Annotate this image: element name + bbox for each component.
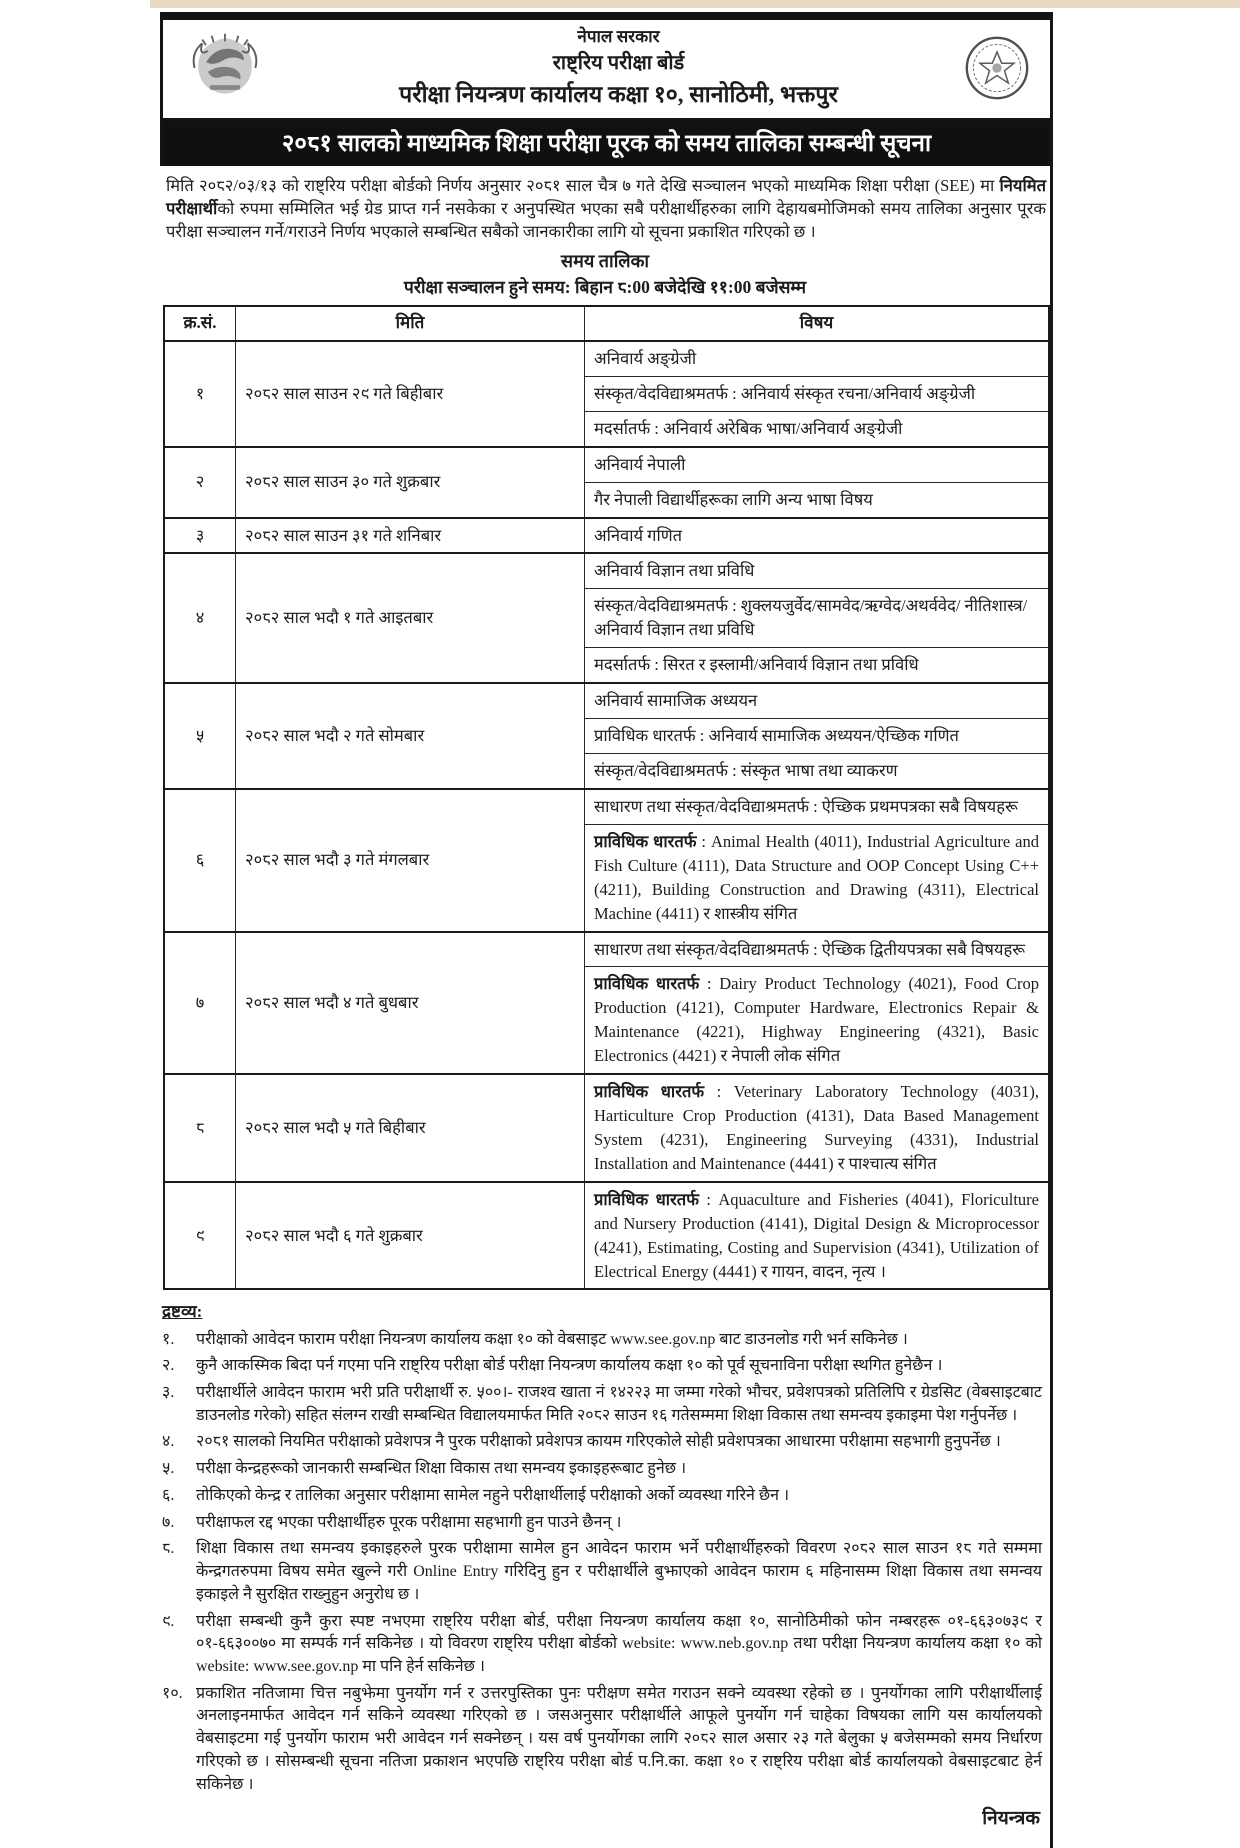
subject-cell: मदर्सातर्फ : सिरत र इस्लामी/अनिवार्य विज्ञान तथा प्रविधि (585, 648, 1050, 683)
subject-cell: संस्कृत/वेदविद्याश्रमतर्फ : शुक्लयजुर्वेद/सामवेद/ऋग्वेद/अथर्ववेद/ नीतिशास्त्र/अनिवार्य विज्ञान तथा प्रविधि (585, 589, 1050, 648)
note-text: परीक्षा केन्द्रहरूको जानकारी सम्बन्धित शिक्षा विकास तथा समन्वय इकाइहरूबाट हुनेछ । (196, 1460, 687, 1478)
note-text: २०८१ सालको नियमित परीक्षाको प्रवेशपत्र नै पुरक परीक्षाको प्रवेशपत्र कायम गरिएकोले सोही प्रवेशपत्रका आधारमा परीक्षामा सहभागी हुनुपर्नेछ । (196, 1433, 1001, 1451)
serial-cell: ३ (164, 518, 236, 554)
serial-cell: २ (164, 447, 236, 518)
subject-cell: अनिवार्य नेपाली (585, 447, 1050, 482)
note-number: ४. (162, 1433, 175, 1451)
date-cell: २०८२ साल साउन ३१ गते शनिबार (236, 518, 585, 554)
table-row (164, 1182, 1049, 1290)
nepal-coat-of-arms-icon (177, 30, 273, 106)
table-row (164, 447, 1049, 482)
subject-cell: संस्कृत/वेदविद्याश्रमतर्फ : अनिवार्य संस्कृत रचना/अनिवार्य अङ्ग्रेजी (585, 376, 1050, 411)
note-item (162, 1611, 1048, 1679)
note-number: २. (162, 1357, 175, 1375)
controller-signature: नियन्त्रक (982, 1808, 1040, 1830)
col-date: मिति (236, 306, 585, 341)
intro-after: को रुपमा सम्मिलित भई ग्रेड प्राप्त गर्न नसकेका र अनुपस्थित भएका सबै परीक्षार्थीहरुका लागि देहायबमोजिमको समय तालिका अनुसार पूरक परीक्षा सञ्चालन गर्ने/गराउने निर्णय भएकाले सम्बन्धित सबैको जानकारीका लागि यो सूचना प्रकाशित गरिएको छ । (166, 199, 1046, 242)
letterhead (160, 12, 1050, 121)
subject-cell: प्राविधिक धारतर्फ : Aquaculture and Fisheries (4041), Floriculture and Nursery Production (4141), Digital Design & Microprocessor (4241), Estimating, Costing and Supervision (4341), Utilization of Electrical Energy (4441) र गायन, वादन, नृत्य । (585, 1182, 1050, 1290)
schedule-subtitle: परीक्षा सञ्चालन हुने समय: बिहान ८:00 बजेदेखि ११:00 बजेसम्म (403, 277, 807, 298)
note-item (162, 1538, 1048, 1606)
note-number: ७. (162, 1513, 175, 1531)
note-number: ९. (162, 1612, 175, 1630)
subject-cell: गैर नेपाली विद्यार्थीहरूका लागि अन्य भाषा विषय (585, 482, 1050, 517)
note-text: कुनै आकस्मिक बिदा पर्न गएमा पनि राष्ट्रिय परीक्षा बोर्ड परीक्षा नियन्त्रण कार्यालय कक्षा १० को पूर्व सूचनाविना परीक्षा स्थगित हुनेछैन । (196, 1357, 943, 1375)
office-name: परीक्षा नियन्त्रण कार्यालय कक्षा १०, सानोठिमी, भक्तपुर (399, 82, 838, 108)
subject-cell: अनिवार्य अङ्ग्रेजी (585, 341, 1050, 376)
serial-cell: ६ (164, 789, 236, 932)
note-text: परीक्षाफल रद्द भएका परीक्षार्थीहरु पूरक परीक्षामा सहभागी हुन पाउने छैनन् । (196, 1513, 622, 1531)
serial-cell: ४ (164, 553, 236, 683)
table-row (164, 553, 1049, 588)
note-item (162, 1431, 1048, 1454)
date-cell: २०८२ साल भदौ ६ गते शुक्रबार (236, 1182, 585, 1290)
subject-cell: अनिवार्य गणित (585, 518, 1050, 554)
notes-heading: द्रष्टव्य: (162, 1302, 203, 1322)
letterhead-text (273, 26, 964, 110)
table-row (164, 683, 1049, 718)
note-item (162, 1512, 1048, 1535)
intro-bold: नियमित परीक्षार्थी (166, 175, 1046, 219)
note-number: १. (162, 1330, 175, 1348)
notice-document (160, 12, 1053, 1848)
date-cell: २०८२ साल भदौ २ गते सोमबार (236, 683, 585, 789)
note-number: ५. (162, 1460, 175, 1478)
government-name: नेपाल सरकार (577, 27, 660, 46)
note-number: १०. (162, 1684, 183, 1702)
note-number: ३. (162, 1384, 175, 1402)
col-serial: क्र.सं. (164, 306, 236, 341)
table-row (164, 341, 1049, 376)
note-text: शिक्षा विकास तथा समन्वय इकाइहरुले पुरक परीक्षामा सामेल हुन आवेदन फाराम भर्ने परीक्षार्थीहरुको विवरण २०८२ साल साउन १८ गते सम्ममा केन्द्रगतरुपमा विषय समेत खुल्ने गरी Online Entry गरिदिनु हुन र परीक्षार्थीले बुझाएको आवेदन फाराम ६ महिनासम्म शिक्षा विकास तथा समन्वय इकाइले नै सुरक्षित राख्नुहुन अनुरोध छ । (196, 1540, 1042, 1603)
note-text: परीक्षाको आवेदन फाराम परीक्षा नियन्त्रण कार्यालय कक्षा १० को वेबसाइट www.see.gov.np बाट डाउनलोड गरी भर्न सकिनेछ । (196, 1330, 908, 1348)
board-name: राष्ट्रिय परीक्षा बोर्ड (552, 52, 685, 75)
date-cell: २०८२ साल भदौ ३ गते मंगलबार (236, 789, 585, 932)
note-item (162, 1329, 1048, 1352)
subject-cell: अनिवार्य सामाजिक अध्ययन (585, 683, 1050, 718)
note-item (162, 1458, 1048, 1481)
scan-edge-strip (150, 0, 1240, 8)
subject-cell: साधारण तथा संस्कृत/वेदविद्याश्रमतर्फ : ऐच्छिक द्वितीयपत्रका सबै विषयहरू (585, 932, 1050, 967)
serial-cell: ७ (164, 932, 236, 1075)
note-item (162, 1382, 1048, 1427)
note-item (162, 1355, 1048, 1378)
note-number: ६. (162, 1486, 175, 1504)
col-subject: विषय (585, 306, 1050, 341)
note-text: परीक्षार्थीले आवेदन फाराम भरी प्रति परीक्षार्थी रु. ५००।- राजश्व खाता नं १४२२३ मा जम्मा गरेको भौचर, प्रवेशपत्रको प्रतिलिपि र ग्रेडसिट (वेबसाइटबाट डाउनलोड गरेको) सहित संलग्न राखी सम्बन्धित विद्यालयमार्फत मिति २०८२ साउन १६ गतेसम्ममा शिक्षा विकास तथा समन्वय इकाइमा पेश गर्नुपर्नेछ । (196, 1384, 1042, 1424)
note-text: परीक्षा सम्बन्धी कुनै कुरा स्पष्ट नभएमा राष्ट्रिय परीक्षा बोर्ड, परीक्षा नियन्त्रण कार्यालय कक्षा १०, सानोठिमीको फोन नम्बरहरू ०१-६६३०७३९ र ०१-६६३००७० मा सम्पर्क गर्न सकिनेछ । यो विवरण राष्ट्रिय परीक्षा बोर्डको website: www.neb.gov.np तथा परीक्षा नियन्त्रण कार्यालय कक्षा १० को website: www.see.gov.np मा पनि हेर्न सकिनेछ । (196, 1612, 1042, 1675)
table-row (164, 518, 1049, 554)
serial-cell: ५ (164, 683, 236, 789)
serial-cell: ८ (164, 1074, 236, 1182)
subject-cell: प्राविधिक धारतर्फ : Dairy Product Technology (4021), Food Crop Production (4121), Computer Hardware, Electronics Repair & Maintenance (4221), Highway Engineering (4321), Basic Electronics (4421) र नेपाली लोक संगित (585, 967, 1050, 1074)
table-row (164, 932, 1049, 967)
notice-title-banner: २०८१ सालको माध्यमिक शिक्षा परीक्षा पूरक को समय तालिका सम्बन्धी सूचना (160, 121, 1050, 166)
note-number: ८. (162, 1540, 175, 1558)
note-item (162, 1683, 1048, 1797)
notes-section (162, 1300, 1048, 1796)
exam-board-seal-icon (964, 35, 1030, 101)
note-item (162, 1485, 1048, 1508)
intro-paragraph (166, 174, 1046, 243)
subject-cell: अनिवार्य विज्ञान तथा प्रविधि (585, 553, 1050, 588)
date-cell: २०८२ साल साउन ३० गते शुक्रबार (236, 447, 585, 518)
date-cell: २०८२ साल भदौ ४ गते बुधबार (236, 932, 585, 1075)
subject-cell: मदर्सातर्फ : अनिवार्य अरेबिक भाषा/अनिवार्य अङ्ग्रेजी (585, 411, 1050, 446)
subject-cell: संस्कृत/वेदविद्याश्रमतर्फ : संस्कृत भाषा तथा व्याकरण (585, 753, 1050, 788)
schedule-table (163, 305, 1050, 1290)
table-header-row (164, 306, 1049, 341)
table-row (164, 789, 1049, 824)
note-text: प्रकाशित नतिजामा चित्त नबुझेमा पुनर्योग गर्न र उत्तरपुस्तिका पुनः परीक्षण समेत गराउन सक्ने व्यवस्था रहेको छ । पुनर्योगका लागि परीक्षार्थीलाई अनलाइनमार्फत आवेदन गर्न सकिने व्यवस्था गरिएको छ । जसअनुसार परीक्षार्थीले आफूले पुनर्योग गर्न चाहेका विषयका लागि यस कार्यालयको वेबसाइटमा गई पुनर्योग फाराम भरी आवेदन गर्न सक्नेछन् । यस वर्ष पुनर्योगका लागि २०८२ साल असार २३ गते बेलुका ५ बजेसम्मको समय निर्धारण गरिएको छ । सोसम्बन्धी सूचना नतिजा प्रकाशन भएपछि राष्ट्रिय परीक्षा बोर्ड प.नि.का. कक्षा १० र राष्ट्रिय परीक्षा बोर्ड कार्यालयको वेबसाइटबाट हेर्न सकिनेछ । (196, 1684, 1042, 1793)
subject-cell: प्राविधिक धारतर्फ : अनिवार्य सामाजिक अध्ययन/ऐच्छिक गणित (585, 719, 1050, 754)
subject-cell: प्राविधिक धारतर्फ : Veterinary Laboratory Technology (4031), Harticulture Crop Production (4131), Data Based Management System (4231), Engineering Surveying (4331), Industrial Installation and Maintenance (4441) र पाश्चात्य संगित (585, 1074, 1050, 1182)
schedule-body (164, 341, 1049, 1290)
subject-cell: साधारण तथा संस्कृत/वेदविद्याश्रमतर्फ : ऐच्छिक प्रथमपत्रका सबै विषयहरू (585, 789, 1050, 824)
note-text: तोकिएको केन्द्र र तालिका अनुसार परीक्षामा सामेल नहुने परीक्षार्थीलाई परीक्षाको अर्को व्यवस्था गरिने छैन । (196, 1486, 790, 1504)
serial-cell: १ (164, 341, 236, 447)
table-row (164, 1074, 1049, 1182)
date-cell: २०८२ साल भदौ ५ गते बिहीबार (236, 1074, 585, 1182)
schedule-title: समय तालिका (560, 251, 650, 272)
intro-before: मिति २०८२/०३/१३ को राष्ट्रिय परीक्षा बोर्डको निर्णय अनुसार २०८१ साल चैत्र ७ गते देखि सञ्चालन भएको माध्यमिक शिक्षा परीक्षा (SEE) मा (166, 175, 1000, 195)
date-cell: २०८२ साल साउन २९ गते बिहीबार (236, 341, 585, 447)
serial-cell: ९ (164, 1182, 236, 1290)
notes-list (162, 1329, 1048, 1797)
subject-cell: प्राविधिक धारतर्फ : Animal Health (4011), Industrial Agriculture and Fish Culture (4111), Data Structure and OOP Concept Using C++ (4211), Building Construction and Drawing (4311), Electrical Machine (4411) र शास्त्रीय संगित (585, 824, 1050, 931)
date-cell: २०८२ साल भदौ १ गते आइतबार (236, 553, 585, 683)
